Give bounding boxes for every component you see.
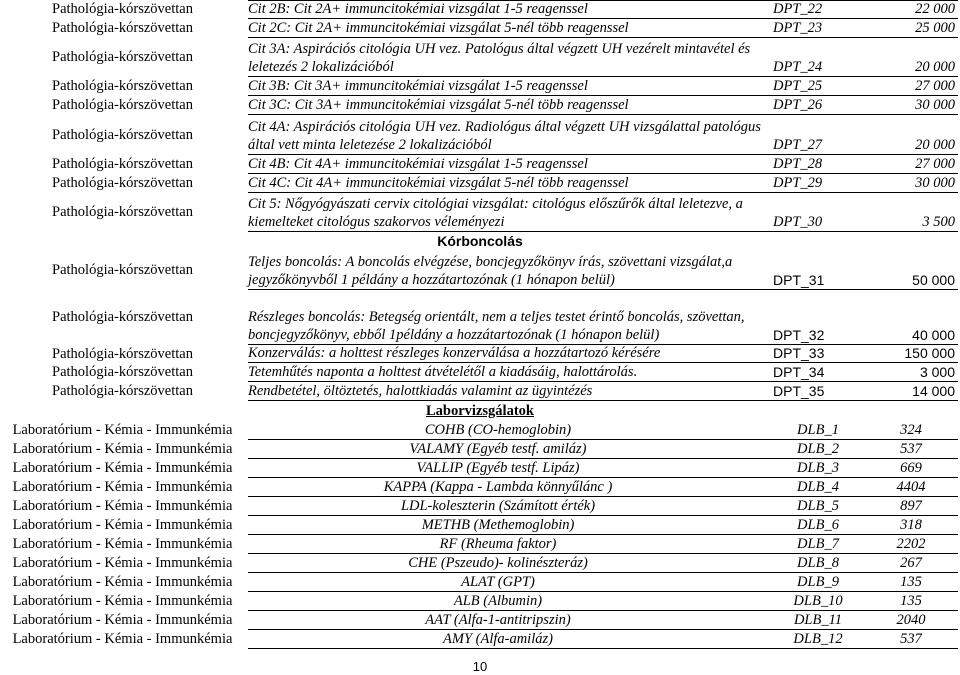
- code-cell: DLB_10: [772, 592, 864, 611]
- category-cell: Laboratórium - Kémia - Immunkémia: [12, 422, 233, 438]
- description-cell: [248, 77, 772, 96]
- price-cell: 897: [864, 497, 958, 516]
- description-cell: [248, 344, 772, 363]
- price-cell: 2040: [864, 611, 958, 630]
- price-cell: 3 000: [872, 363, 958, 382]
- lab-row: [0, 611, 960, 630]
- test-name: ALB (Albumin): [453, 593, 543, 609]
- price-cell: 30 000: [872, 96, 958, 115]
- price-list-row: [0, 77, 960, 96]
- lab-row: [0, 516, 960, 535]
- category-cell: Pathológia-kórszövettan: [52, 20, 193, 36]
- code-cell: DPT_29: [772, 174, 872, 193]
- test-name-cell: [248, 516, 772, 535]
- test-name-cell: [248, 592, 772, 611]
- category-cell: Laboratórium - Kémia - Immunkémia: [12, 498, 233, 514]
- price-cell: 318: [864, 516, 958, 535]
- price-list-row: [0, 155, 960, 174]
- category-cell: Laboratórium - Kémia - Immunkémia: [12, 593, 233, 609]
- lab-row: [0, 478, 960, 497]
- code-cell: DPT_27: [772, 136, 872, 155]
- category-cell: Laboratórium - Kémia - Immunkémia: [12, 441, 233, 457]
- price-list-row: [0, 19, 960, 38]
- price-cell: 669: [864, 459, 958, 478]
- price-cell: 20 000: [872, 58, 958, 77]
- category-cell: Pathológia-kórszövettan: [52, 78, 193, 94]
- code-cell: DLB_1: [772, 421, 864, 440]
- description-cell: [248, 96, 772, 115]
- price-list-row: [0, 96, 960, 115]
- test-name-cell: [248, 611, 772, 630]
- price-cell: 20 000: [872, 136, 958, 155]
- price-cell: 135: [864, 573, 958, 592]
- description-cell: [248, 0, 772, 19]
- price-cell: 150 000: [872, 344, 958, 363]
- test-name: VALAMY (Egyéb testf. amiláz): [409, 441, 587, 457]
- description-line: leletezés 2 lokalizációból: [248, 59, 394, 75]
- code-cell: DLB_5: [772, 497, 864, 516]
- description-line: jegyzőkönyvből 1 példány a hozzátartozónak (1 hónapon belül): [248, 272, 615, 288]
- test-name-cell: [248, 440, 772, 459]
- price-cell: 27 000: [872, 77, 958, 96]
- test-name-cell: [248, 535, 772, 554]
- test-name-cell: [248, 554, 772, 573]
- lab-row: [0, 592, 960, 611]
- price-list-row: [0, 115, 960, 155]
- description-line: Cit 3A: Aspirációs citológia UH vez. Patológus által végzett UH vezérelt mintavétel és: [248, 41, 751, 57]
- description-line: kiemelteket citológus szakorvos véleményezi: [248, 214, 505, 230]
- code-cell: DLB_3: [772, 459, 864, 478]
- description-cell: [248, 195, 772, 232]
- description-cell: [248, 253, 772, 290]
- price-cell: 30 000: [872, 174, 958, 193]
- price-list-row: [0, 382, 960, 401]
- test-name: ALAT (GPT): [461, 574, 535, 590]
- category-cell: Laboratórium - Kémia - Immunkémia: [12, 574, 233, 590]
- code-cell: DLB_7: [772, 535, 864, 554]
- section-title-autopsy: Kórboncolás: [437, 233, 523, 249]
- description-line: Cit 4C: Cit 4A+ immuncitokémiai vizsgálat 5-nél több reagenssel: [248, 175, 629, 191]
- description-cell: [248, 19, 772, 38]
- description-line: boncjegyzőkönyv, ebből 1példány a hozzátartozónak (1 hónapon belül): [248, 327, 660, 343]
- code-cell: DPT_34: [772, 363, 872, 382]
- code-cell: DPT_28: [772, 155, 872, 174]
- description-line: Cit 4B: Cit 4A+ immuncitokémiai vizsgálat 1-5 reagenssel: [248, 156, 588, 172]
- price-cell: 537: [864, 630, 958, 649]
- test-name: KAPPA (Kappa - Lambda könnyűlánc ): [383, 479, 613, 495]
- code-cell: DPT_31: [772, 271, 872, 290]
- price-list-row: [0, 345, 960, 363]
- code-cell: DPT_35: [772, 382, 872, 401]
- category-cell: Pathológia-kórszövettan: [52, 156, 193, 172]
- category-cell: Pathológia-kórszövettan: [52, 97, 193, 113]
- description-cell: [248, 118, 772, 155]
- test-name-cell: [248, 459, 772, 478]
- test-name: COHB (CO-hemoglobin): [424, 422, 572, 438]
- description-line: Részleges boncolás: Betegség orientált, nem a teljes testet érintő boncolás, szövettan,: [248, 309, 745, 325]
- code-cell: DLB_9: [772, 573, 864, 592]
- category-cell: Pathológia-kórszövettan: [52, 204, 193, 220]
- code-cell: DLB_11: [772, 611, 864, 630]
- test-name: LDL-koleszterin (Számított érték): [400, 498, 596, 514]
- price-list-row: [0, 174, 960, 193]
- lab-row: [0, 421, 960, 440]
- code-cell: DPT_32: [772, 326, 872, 345]
- description-line: Cit 3C: Cit 3A+ immuncitokémiai vizsgálat 5-nél több reagenssel: [248, 97, 629, 113]
- code-cell: DPT_26: [772, 96, 872, 115]
- test-name: RF (Rheuma faktor): [439, 536, 557, 552]
- description-line: Konzerválás: a holttest részleges konzerválása a hozzátartozó kérésére: [248, 345, 661, 361]
- test-name: METHB (Methemoglobin): [421, 517, 575, 533]
- price-list-row: [0, 363, 960, 382]
- description-line: Cit 3B: Cit 3A+ immuncitokémiai vizsgálat 1-5 reagenssel: [248, 78, 588, 94]
- price-cell: 3 500: [872, 213, 958, 232]
- category-cell: Pathológia-kórszövettan: [52, 126, 193, 143]
- category-cell: Laboratórium - Kémia - Immunkémia: [12, 631, 233, 647]
- price-list-row: [0, 0, 960, 19]
- price-list-row: [0, 193, 960, 232]
- section-header-lab: [0, 401, 960, 421]
- price-cell: 324: [864, 421, 958, 440]
- price-cell: 27 000: [872, 155, 958, 174]
- description-cell: [248, 40, 772, 77]
- lab-row: [0, 459, 960, 478]
- description-line: által vett minta leletezése 2 lokalizációból: [248, 137, 492, 153]
- category-cell: Laboratórium - Kémia - Immunkémia: [12, 536, 233, 552]
- category-cell: Laboratórium - Kémia - Immunkémia: [12, 612, 233, 628]
- description-cell: [248, 174, 772, 193]
- description-cell: [248, 155, 772, 174]
- price-cell: 40 000: [872, 326, 958, 345]
- lab-row: [0, 535, 960, 554]
- code-cell: DLB_8: [772, 554, 864, 573]
- description-line: Rendbetétel, öltöztetés, halottkiadás valamint az ügyintézés: [248, 383, 593, 399]
- price-cell: 25 000: [872, 19, 958, 38]
- price-cell: 135: [864, 592, 958, 611]
- category-cell: Pathológia-kórszövettan: [52, 49, 193, 65]
- category-cell: Laboratórium - Kémia - Immunkémia: [12, 517, 233, 533]
- price-cell: 537: [864, 440, 958, 459]
- description-line: Tetemhűtés naponta a holttest átvételétől a kiadásáig, halottárolás.: [248, 364, 638, 380]
- category-cell: Pathológia-kórszövettan: [52, 309, 193, 325]
- test-name-cell: [248, 421, 772, 440]
- code-cell: DPT_24: [772, 58, 872, 77]
- description-line: Cit 4A: Aspirációs citológia UH vez. Radiológus által végzett UH vizsgálattal patológus: [248, 119, 761, 135]
- price-list-row: [0, 251, 960, 290]
- category-cell: Pathológia-kórszövettan: [52, 1, 193, 17]
- description-line: Cit 5: Nőgyógyászati cervix citológiai vizsgálat: citológus előszűrők által leletezve, a: [248, 196, 743, 212]
- description-cell: [248, 382, 772, 401]
- page-number: 10: [472, 659, 488, 674]
- code-cell: DPT_23: [772, 19, 872, 38]
- lab-row: [0, 440, 960, 459]
- code-cell: DLB_12: [772, 630, 864, 649]
- code-cell: DLB_4: [772, 478, 864, 497]
- price-cell: 50 000: [872, 271, 958, 290]
- lab-row: [0, 554, 960, 573]
- code-cell: DPT_25: [772, 77, 872, 96]
- test-name-cell: [248, 478, 772, 497]
- test-name-cell: [248, 630, 772, 649]
- price-list-row: [0, 290, 960, 345]
- price-cell: 267: [864, 554, 958, 573]
- section-title-lab: Laborvizsgálatok: [426, 403, 534, 419]
- category-cell: Pathológia-kórszövettan: [52, 262, 193, 278]
- description-line: Cit 2C: Cit 2A+ immuncitokémiai vizsgálat 5-nél több reagenssel: [248, 20, 629, 36]
- category-cell: Laboratórium - Kémia - Immunkémia: [12, 460, 233, 476]
- price-cell: 4404: [864, 478, 958, 497]
- description-cell: [248, 308, 772, 345]
- test-name-cell: [248, 497, 772, 516]
- code-cell: DLB_6: [772, 516, 864, 535]
- lab-row: [0, 630, 960, 649]
- category-cell: Laboratórium - Kémia - Immunkémia: [12, 555, 233, 571]
- code-cell: DLB_2: [772, 440, 864, 459]
- description-cell: [248, 363, 772, 382]
- description-line: Teljes boncolás: A boncolás elvégzése, boncjegyzőkönyv írás, szövettani vizsgálat,a: [248, 254, 733, 270]
- category-cell: Laboratórium - Kémia - Immunkémia: [12, 479, 233, 495]
- lab-row: [0, 497, 960, 516]
- code-cell: DPT_22: [772, 0, 872, 19]
- test-name: AAT (Alfa-1-antitripszin): [425, 612, 571, 628]
- category-cell: Pathológia-kórszövettan: [52, 383, 193, 399]
- category-cell: Pathológia-kórszövettan: [52, 364, 193, 380]
- category-cell: Pathológia-kórszövettan: [52, 175, 193, 191]
- price-list-row: [0, 38, 960, 77]
- test-name: VALLIP (Egyéb testf. Lipáz): [416, 460, 580, 476]
- category-cell: Pathológia-kórszövettan: [52, 345, 193, 362]
- price-cell: 2202: [864, 535, 958, 554]
- lab-row: [0, 573, 960, 592]
- code-cell: DPT_33: [772, 344, 872, 363]
- code-cell: DPT_30: [772, 213, 872, 232]
- description-line: Cit 2B: Cit 2A+ immuncitokémiai vizsgálat 1-5 reagenssel: [248, 1, 588, 17]
- test-name-cell: [248, 573, 772, 592]
- price-cell: 22 000: [872, 0, 958, 19]
- price-cell: 14 000: [872, 382, 958, 401]
- test-name: CHE (Pszeudo)- kolinészteráz): [408, 555, 588, 571]
- test-name: AMY (Alfa-amiláz): [443, 631, 553, 647]
